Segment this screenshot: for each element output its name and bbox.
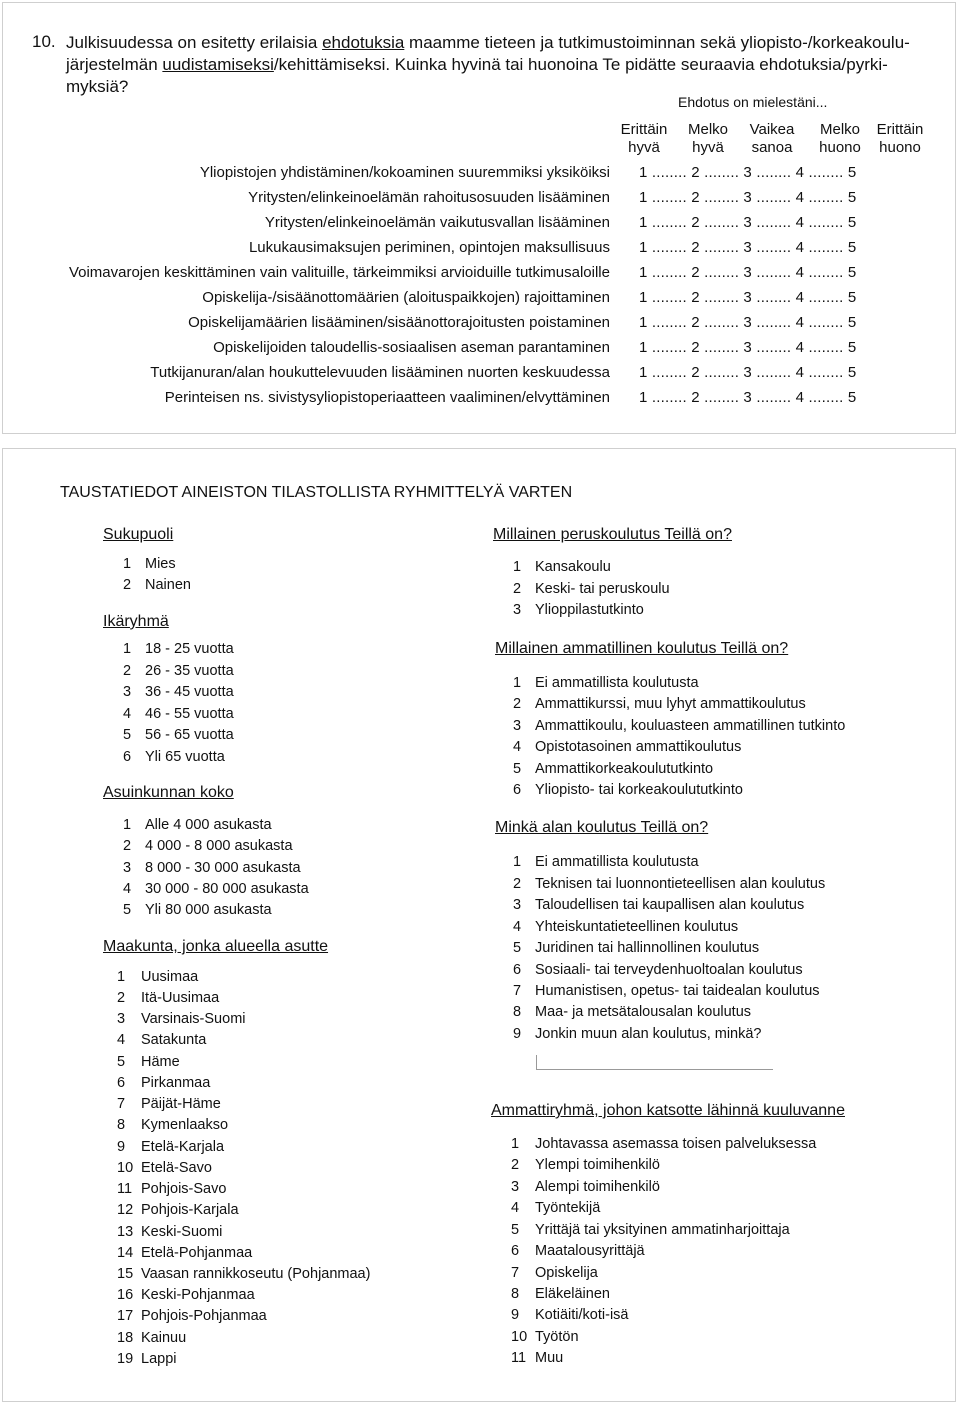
region-option[interactable]: 10 Etelä-Savo <box>117 1160 212 1176</box>
municipality-option[interactable]: 2 4 000 - 8 000 asukasta <box>123 838 293 854</box>
occupation-option[interactable]: 4 Työntekijä <box>511 1200 601 1216</box>
occupation-option[interactable]: 9 Kotiäiti/koti-isä <box>511 1307 629 1323</box>
gender-title: Sukupuoli <box>103 526 174 543</box>
field-option[interactable]: 5 Juridinen tai hallinnollinen koulutus <box>513 940 760 956</box>
field-option[interactable]: 2 Teknisen tai luonnontieteellisen alan koulutus <box>513 876 826 892</box>
basic-education-option[interactable]: 2 Keski- tai peruskoulu <box>513 581 670 597</box>
field-option[interactable]: 7 Humanistisen, opetus- tai taidealan koulutus <box>513 983 820 999</box>
item-label: Opiskelijamäärien lisääminen/sisäänottorajoitusten poistaminen <box>188 314 610 331</box>
rating-scale[interactable]: 1 ........ 2 ........ 3 ........ 4 ........ 5 <box>639 239 857 256</box>
scale-header-very-bad: Erittäin huono <box>876 121 924 156</box>
field-option[interactable]: 9 Jonkin muun alan koulutus, minkä? <box>513 1026 762 1042</box>
age-option[interactable]: 2 26 - 35 vuotta <box>123 663 234 679</box>
basic-education-title: Millainen peruskoulutus Teillä on? <box>493 526 732 543</box>
region-option[interactable]: 19 Lappi <box>117 1351 177 1367</box>
region-option[interactable]: 5 Häme <box>117 1054 180 1070</box>
rating-scale[interactable]: 1 ........ 2 ........ 3 ........ 4 ........ 5 <box>639 214 857 231</box>
field-option[interactable]: 3 Taloudellisen tai kaupallisen alan koulutus <box>513 897 805 913</box>
field-option[interactable]: 1 Ei ammatillista koulutusta <box>513 854 699 870</box>
region-option[interactable]: 9 Etelä-Karjala <box>117 1139 225 1155</box>
municipality-option[interactable]: 4 30 000 - 80 000 asukasta <box>123 881 309 897</box>
scale-header-fairly-good: Melko hyvä <box>687 121 728 156</box>
region-option[interactable]: 1 Uusimaa <box>117 969 199 985</box>
age-option[interactable]: 5 56 - 65 vuotta <box>123 727 234 743</box>
region-option[interactable]: 17 Pohjois-Pohjanmaa <box>117 1308 267 1324</box>
age-option[interactable]: 4 46 - 55 vuotta <box>123 706 234 722</box>
region-option[interactable]: 14 Etelä-Pohjanmaa <box>117 1245 253 1261</box>
municipality-option[interactable]: 1 Alle 4 000 asukasta <box>123 817 272 833</box>
gender-option[interactable]: 1 Mies <box>123 556 176 572</box>
municipality-title: Asuinkunnan koko <box>103 784 234 801</box>
field-option[interactable]: 6 Sosiaali- tai terveydenhuoltoalan koulutus <box>513 962 803 978</box>
item-label: Perinteisen ns. sivistysyliopistoperiaatteen vaaliminen/elvyttäminen <box>164 389 610 406</box>
vocational-option[interactable]: 4 Opistotasoinen ammattikoulutus <box>513 739 742 755</box>
region-option[interactable]: 8 Kymenlaakso <box>117 1117 229 1133</box>
rating-scale[interactable]: 1 ........ 2 ........ 3 ........ 4 ........ 5 <box>639 339 857 356</box>
basic-education-option[interactable]: 1 Kansakoulu <box>513 559 611 575</box>
vocational-option[interactable]: 5 Ammattikorkeakoulututkinto <box>513 761 714 777</box>
region-option[interactable]: 11 Pohjois-Savo <box>117 1181 227 1197</box>
item-label: Lukukausimaksujen periminen, opintojen maksullisuus <box>248 239 610 256</box>
region-option[interactable]: 15 Vaasan rannikkoseutu (Pohjanmaa) <box>117 1266 371 1282</box>
item-label: Tutkijanuran/alan houkuttelevuuden lisääminen nuorten keskuudessa <box>150 364 610 381</box>
vocational-option[interactable]: 2 Ammattikurssi, muu lyhyt ammattikoulutus <box>513 696 806 712</box>
region-title: Maakunta, jonka alueella asutte <box>103 938 329 955</box>
rating-scale[interactable]: 1 ........ 2 ........ 3 ........ 4 ........ 5 <box>639 389 857 406</box>
occupation-option[interactable]: 11 Muu <box>511 1350 564 1366</box>
occupation-option[interactable]: 10 Työtön <box>511 1329 579 1345</box>
gender-option[interactable]: 2 Nainen <box>123 577 191 593</box>
item-label: Opiskelijoiden taloudellis-sosiaalisen aseman parantaminen <box>213 339 610 356</box>
scale-header-hard-to-say: Vaikea sanoa <box>749 121 795 156</box>
field-title: Minkä alan koulutus Teillä on? <box>495 819 709 836</box>
rating-scale[interactable]: 1 ........ 2 ........ 3 ........ 4 ........ 5 <box>639 289 857 306</box>
region-option[interactable]: 3 Varsinais-Suomi <box>117 1011 246 1027</box>
scale-caption: Ehdotus on mielestäni... <box>678 94 828 110</box>
region-option[interactable]: 6 Pirkanmaa <box>117 1075 211 1091</box>
occupation-title: Ammattiryhmä, johon katsotte lähinnä kuuluvanne <box>491 1102 845 1119</box>
municipality-option[interactable]: 5 Yli 80 000 asukasta <box>123 902 272 918</box>
region-option[interactable]: 16 Keski-Pohjanmaa <box>117 1287 255 1303</box>
item-label: Yritysten/elinkeinoelämän vaikutusvallan lisääminen <box>264 214 610 231</box>
age-option[interactable]: 1 18 - 25 vuotta <box>123 641 234 657</box>
item-label: Yliopistojen yhdistäminen/kokoaminen suuremmiksi yksiköiksi <box>199 164 610 181</box>
item-label: Opiskelija-/sisäänottomäärien (aloituspaikkojen) rajoittaminen <box>202 289 610 306</box>
age-option[interactable]: 3 36 - 45 vuotta <box>123 684 234 700</box>
occupation-option[interactable]: 5 Yrittäjä tai yksityinen ammatinharjoittaja <box>511 1222 790 1238</box>
field-option[interactable]: 4 Yhteiskuntatieteellinen koulutus <box>513 919 739 935</box>
basic-education-option[interactable]: 3 Ylioppilastutkinto <box>513 602 644 618</box>
rating-scale[interactable]: 1 ........ 2 ........ 3 ........ 4 ........ 5 <box>639 189 857 206</box>
region-option[interactable]: 18 Kainuu <box>117 1330 187 1346</box>
field-other-answer-line[interactable] <box>536 1055 773 1070</box>
question-number: 10. <box>32 32 56 51</box>
age-title: Ikäryhmä <box>103 613 169 630</box>
rating-scale[interactable]: 1 ........ 2 ........ 3 ........ 4 ........ 5 <box>639 264 857 281</box>
background-section-title: TAUSTATIEDOT AINEISTON TILASTOLLISTA RYHMITTELYÄ VARTEN <box>60 484 573 501</box>
age-option[interactable]: 6 Yli 65 vuotta <box>123 749 225 765</box>
item-label: Yritysten/elinkeinoelämän rahoitusosuuden lisääminen <box>248 189 610 206</box>
occupation-option[interactable]: 1 Johtavassa asemassa toisen palveluksessa <box>511 1136 817 1152</box>
region-option[interactable]: 12 Pohjois-Karjala <box>117 1202 239 1218</box>
vocational-title: Millainen ammatillinen koulutus Teillä on? <box>495 640 789 657</box>
item-label: Voimavarojen keskittäminen vain valituille, tärkeimmiksi arvioiduille tutkimusaloille <box>68 264 610 281</box>
scale-header-very-good: Erittäin hyvä <box>620 121 668 156</box>
occupation-option[interactable]: 6 Maatalousyrittäjä <box>511 1243 645 1259</box>
rating-scale[interactable]: 1 ........ 2 ........ 3 ........ 4 ........ 5 <box>639 364 857 381</box>
vocational-option[interactable]: 1 Ei ammatillista koulutusta <box>513 675 699 691</box>
scale-header-fairly-bad: Melko huono <box>819 121 861 156</box>
region-option[interactable]: 13 Keski-Suomi <box>117 1224 223 1240</box>
region-option[interactable]: 7 Päijät-Häme <box>117 1096 221 1112</box>
vocational-option[interactable]: 6 Yliopisto- tai korkeakoulututkinto <box>513 782 743 798</box>
question-text: Julkisuudessa on esitetty erilaisia ehdotuksia maamme tieteen ja tutkimustoiminnan sekä yliopisto-/korkeakoulujärjestelmän uudistamiseksi/kehittämiseksi. Kuinka hyvinä tai huonoina Te pidätte seuraavia ehdotuksia/pyrkimyksiä? <box>66 33 910 96</box>
occupation-option[interactable]: 2 Ylempi toimihenkilö <box>511 1157 660 1173</box>
region-option[interactable]: 2 Itä-Uusimaa <box>117 990 220 1006</box>
region-option[interactable]: 4 Satakunta <box>117 1032 207 1048</box>
rating-scale[interactable]: 1 ........ 2 ........ 3 ........ 4 ........ 5 <box>639 314 857 331</box>
vocational-option[interactable]: 3 Ammattikoulu, kouluasteen ammatillinen tutkinto <box>513 718 846 734</box>
field-option[interactable]: 8 Maa- ja metsätalousalan koulutus <box>513 1004 752 1020</box>
rating-scale[interactable]: 1 ........ 2 ........ 3 ........ 4 ........ 5 <box>639 164 857 181</box>
municipality-option[interactable]: 3 8 000 - 30 000 asukasta <box>123 860 301 876</box>
occupation-option[interactable]: 7 Opiskelija <box>511 1265 598 1281</box>
occupation-option[interactable]: 8 Eläkeläinen <box>511 1286 610 1302</box>
occupation-option[interactable]: 3 Alempi toimihenkilö <box>511 1179 660 1195</box>
